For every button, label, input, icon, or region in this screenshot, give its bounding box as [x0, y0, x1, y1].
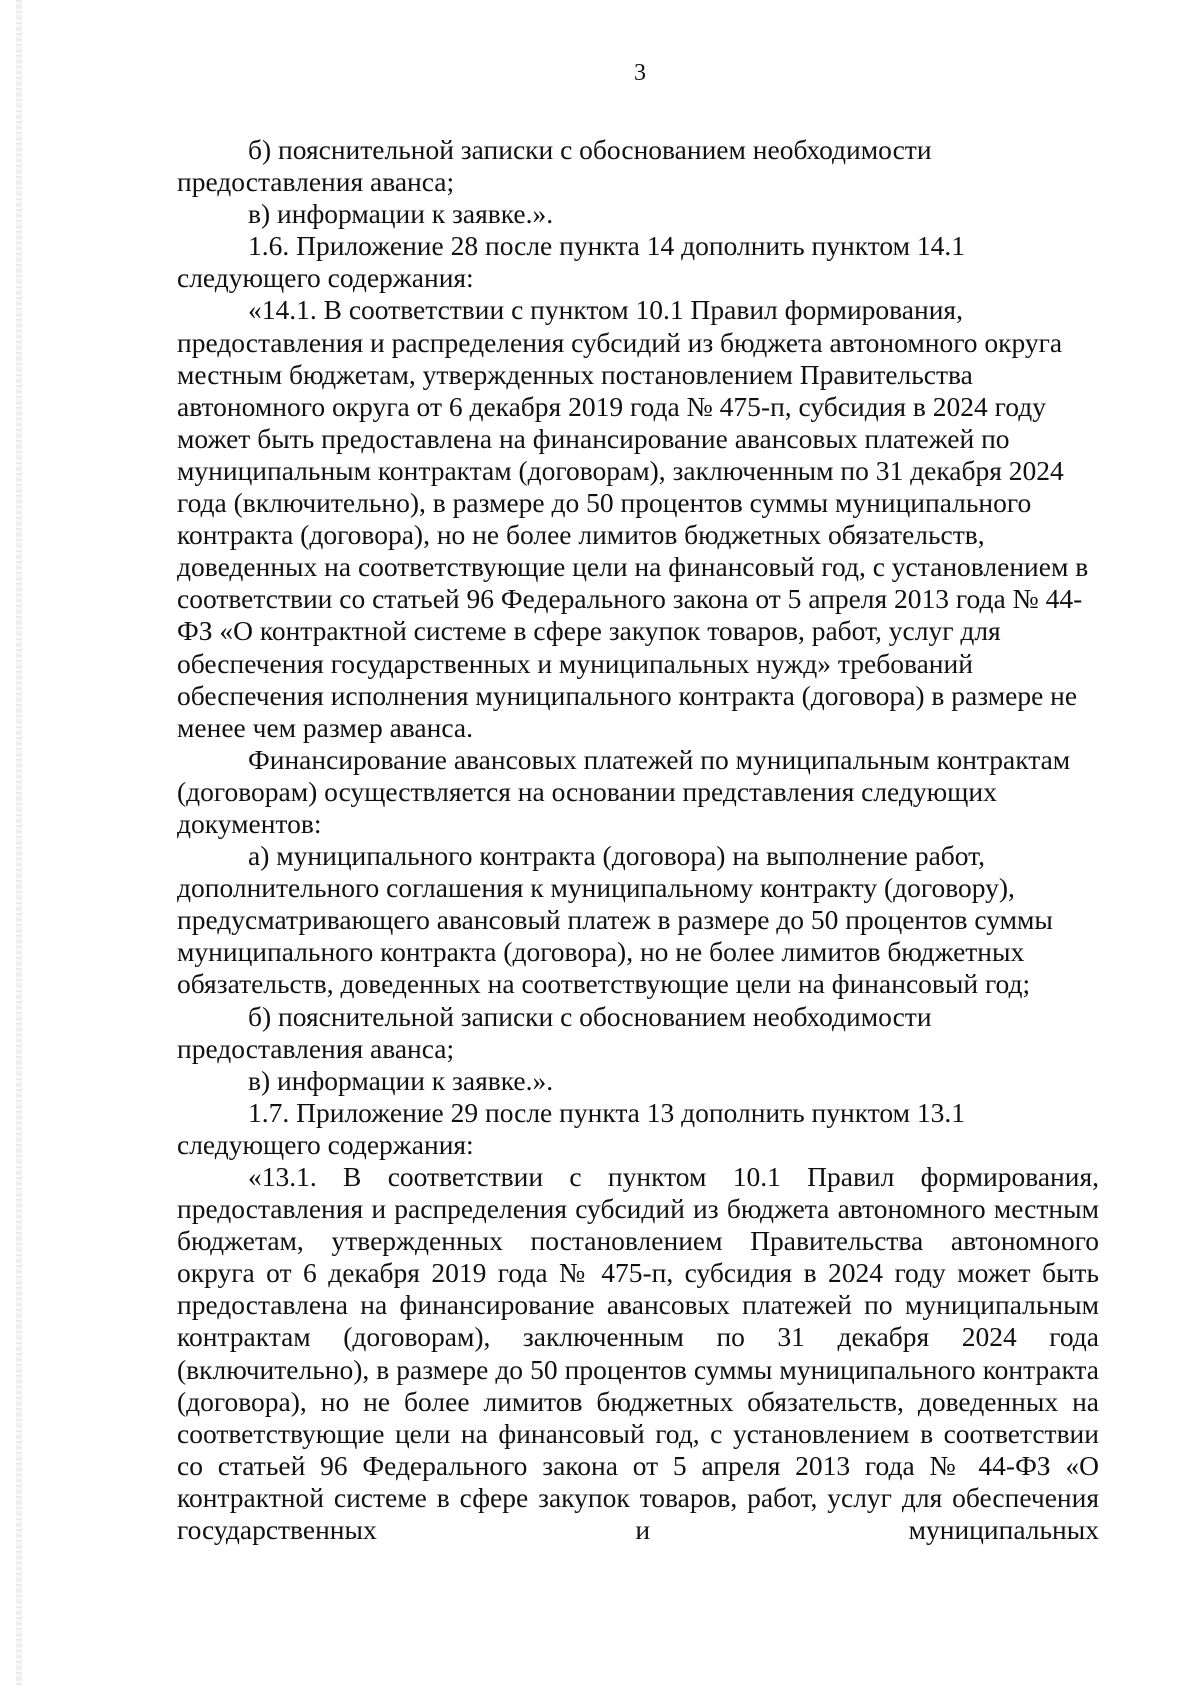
- paragraph-advance-financing: Финансирование авансовых платежей по муниципальным контрактам (договорам) осуществляется на основании представления следующих документов:: [177, 743, 1071, 839]
- scan-edge-artifact: [16, 0, 22, 1686]
- paragraph-application-info: в) информации к заявке.».: [248, 198, 554, 230]
- paragraph-item-1-7: 1.7. Приложение 29 после пункта 13 дополнить пунктом 13.1 следующего содержания:: [177, 1096, 966, 1160]
- paragraph-item-b: б) пояснительной записки с обоснованием необходимости предоставления аванса;: [177, 1000, 932, 1064]
- paragraph-item-1-6: 1.6. Приложение 28 после пункта 14 дополнить пунктом 14.1 следующего содержания:: [177, 230, 966, 294]
- page-number: 3: [634, 60, 646, 86]
- paragraph-explanatory-note: б) пояснительной записки с обоснованием необходимости предоставления аванса;: [177, 134, 932, 198]
- paragraph-item-c: в) информации к заявке.».: [248, 1064, 554, 1096]
- document-body: [177, 134, 1099, 1546]
- paragraph-item-a: а) муниципального контракта (договора) на выполнение работ, дополнительного соглашения к муниципальному контракту (договору), предусматривающего авансовый платеж в размере до 50 процентов суммы муниципального контракта (договора), но не более лимитов бюджетных обязательств, доведенных на соответствующие цели на финансовый год;: [177, 840, 1053, 1000]
- paragraph-clause-14-1: «14.1. В соответствии с пунктом 10.1 Правил формирования, предоставления и распределения субсидий из бюджета автономного округа местным бюджетам, утвержденных постановлением Правительства автономного округа от 6 декабря 2019 года № 475-п, субсидия в 2024 году может быть предоставлена на финансирование авансовых платежей по муниципальным контрактам (договорам), заключенным по 31 декабря 2024 года (включительно), в размере до 50 процентов суммы муниципального контракта (договора), но не более лимитов бюджетных обязательств, доведенных на соответствующие цели на финансовый год, с установлением в соответствии со статьей 96 Федерального закона от 5 апреля 2013 года № 44-ФЗ «О контрактной системе в сфере закупок товаров, работ, услуг для обеспечения государственных и муниципальных нужд» требований обеспечения исполнения муниципального контракта (договора) в размере не менее чем размер аванса.: [177, 294, 1089, 743]
- paragraph-clause-13-1: «13.1. В соответствии с пунктом 10.1 Правил формирования, предоставления и распределения субсидий из бюджета автономного местным бюджетам, утвержденных постановлением Правительства автономного округа от 6 декабря 2019 года № 475-п, субсидия в 2024 году может быть предоставлена на финансирование авансовых платежей по муниципальным контрактам (договорам), заключенным по 31 декабря 2024 года (включительно), в размере до 50 процентов суммы муниципального контракта (договора), но не более лимитов бюджетных обязательств, доведенных на соответствующие цели на финансовый год, с установлением в соответствии со статьей 96 Федерального закона от 5 апреля 2013 года № 44-ФЗ «О контрактной системе в сфере закупок товаров, работ, услуг для обеспечения государственных и муниципальных: [177, 1161, 1099, 1546]
